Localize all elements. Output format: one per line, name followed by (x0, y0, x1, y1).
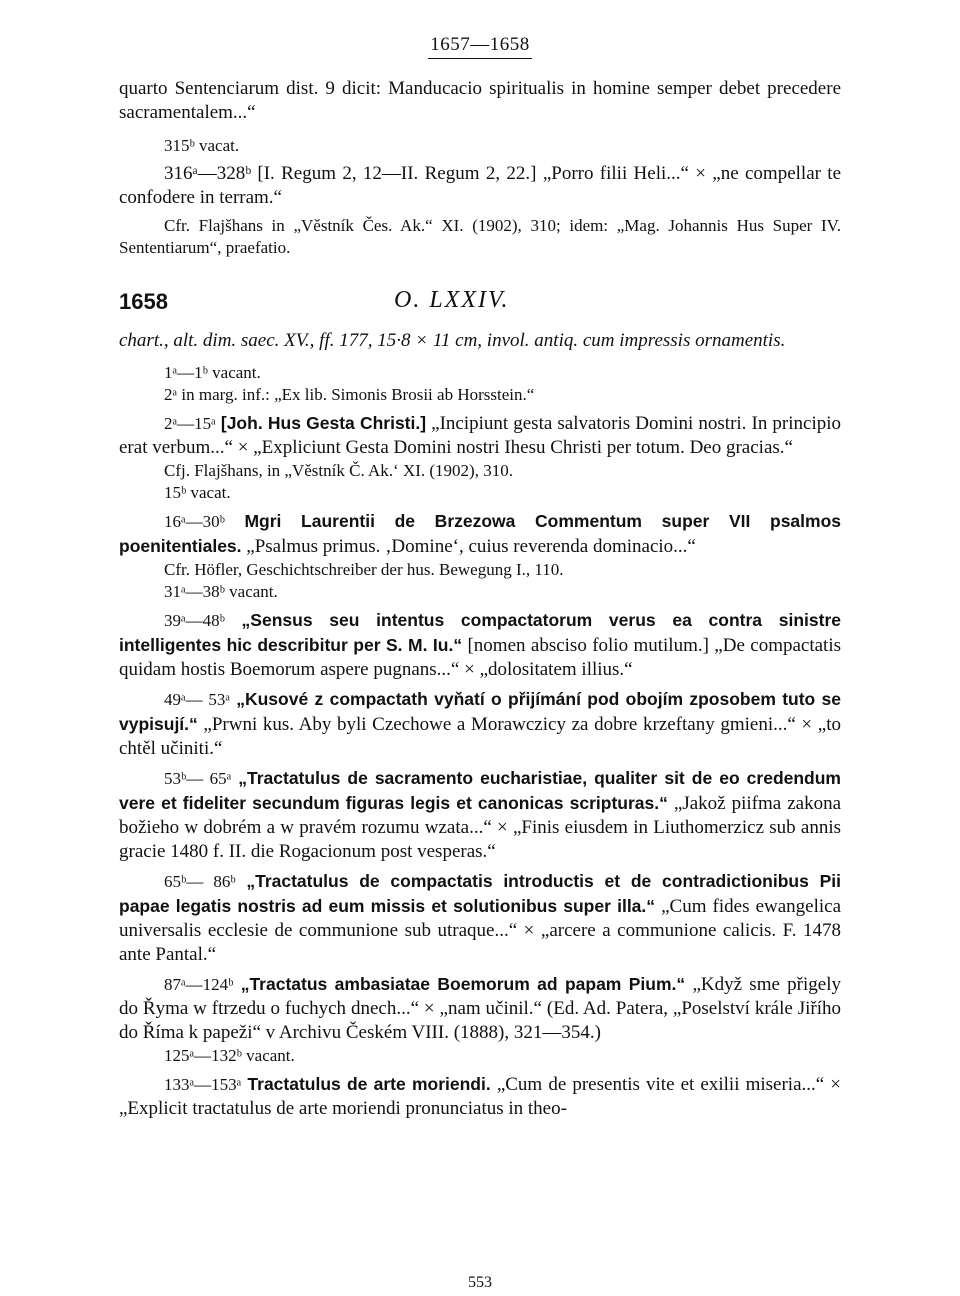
entry-commentum (119, 509, 841, 559)
work-title: „Tractatulus de sacramento eucharistiae, qualiter sit de eo credendum vere et fideliter secundum figuras legis et canonicas scripturas.“ (119, 768, 841, 813)
folio-range: 49ᵃ— 53ᵃ (164, 690, 231, 709)
folio-range: 2ᵃ—15ᵃ (164, 414, 216, 433)
entry-ars-moriendi (119, 1072, 841, 1121)
running-header (119, 34, 841, 59)
folio-range: 65ᵇ— 86ᵇ (164, 872, 236, 891)
work-text: „Incipiunt gesta salvatoris Domini nostri. In principio erat verbum...“ × „Expliciunt Gesta Domini nostri Ihesu Christi per totum. Deo gracias.“ (119, 413, 841, 458)
folio-range: 39ᵃ—48ᵇ (164, 611, 225, 630)
work-title: Tractatulus de arte moriendi. (247, 1074, 491, 1094)
work-title: „Tractatulus de compactatis introductis et de contradictionibus Pii papae legatis nostris ad eum missis et solutionibus super illa.“ (119, 871, 842, 916)
work-text: „Když sme přigely do Řyma w ftrzedu o fuchych dnech...“ × „nam učinil.“ (Ed. Ad. Patera, „Poselství krále Jiřího do Říma k papeži“ v Archivu Českém VIII. (1888), 321—354.) (119, 974, 842, 1043)
folio-range: 16ᵃ—30ᵇ (164, 512, 225, 531)
work-text: [nomen absciso folio mutilum.] „De compactatis quidam hostis Boemorum aspere pugnans...“ × „dolositatem illius.“ (119, 635, 841, 680)
prev-vacat: 315ᵇ vacat. (164, 136, 240, 155)
folio-range: 133ᵃ—153ᵃ (164, 1075, 242, 1094)
entry-compactata (119, 869, 841, 967)
work-title: „Kusové z compactath vyňatí o přijímání pod obojím zposobem tuto se vypisují.“ (119, 689, 842, 734)
entry-kusove (119, 687, 841, 761)
page-number: 553 (468, 1274, 492, 1291)
folio-range: 87ᵃ—124ᵇ (164, 975, 234, 994)
vacant-1: 1ᵃ—1ᵇ vacant. (164, 363, 261, 382)
work-title: [Joh. Hus Gesta Christi.] (220, 413, 427, 433)
entry-sensus (119, 608, 841, 682)
entry-eucharistia (119, 766, 841, 864)
margin-note: 2ᵃ in marg. inf.: „Ex lib. Simonis Brosii ab Horsstein.“ (164, 385, 535, 404)
prev-cfr: Cfr. Flajšhans in „Věstník Čes. Ak.“ XI. (1902), 310; idem: „Mag. Johannis Hus Super IV. Sententiarum“, praefatio. (119, 216, 841, 257)
page (119, 34, 842, 1291)
manuscript-description: chart., alt. dim. saec. XV., ff. 177, 15·8 × 11 cm, invol. antiq. cum impressis ornamentis. (119, 330, 786, 351)
vacant-31: 31ᵃ—38ᵇ vacant. (164, 582, 278, 601)
prev-entry-text: quarto Sentenciarum dist. 9 dicit: Manducacio spiritualis in homine semper debet precedere sacramentalem...“ (119, 78, 841, 123)
entry-heading (119, 285, 841, 319)
prev-entry-316: 316ᵃ—328ᵇ [I. Regum 2, 12—II. Regum 2, 22.] „Porro filii Heli...“ × „ne compellar te confodere in terram.“ (119, 163, 841, 208)
entry-gesta (119, 411, 841, 460)
work-text: „Cum fides ewangelica universalis ecclesie de communione sub utraque...“ × „arcere a communione calicis. F. 1478 ante Pantal.“ (119, 896, 842, 965)
work-text: „Jakož piifma zakona božieho w dobrém a w pravém rozumu wzata...“ × „Finis eiusdem in Liuthomerzicz sub annis gracie 1480 f. II. die Rogacionum post vesperas.“ (119, 793, 841, 862)
work-text: „Cum de presentis vite et exilii miseria...“ × „Explicit tractatulus de arte moriendi pronunciatus in theo- (119, 1074, 842, 1119)
vacant-125: 125ᵃ—132ᵇ vacant. (164, 1046, 295, 1065)
vacat-15: 15ᵇ vacat. (164, 483, 231, 502)
entry-ambasiata (119, 972, 841, 1045)
work-text: „Prwni kus. Aby byli Czechowe a Morawczicy za dobre krzeftany gmieni...“ × „to chtěl učiniti.“ (119, 714, 841, 759)
work-title: „Sensus seu intentus compactatorum verus ea contra sinistre intelligentes hic describitur per S. M. Iu.“ (119, 610, 842, 655)
header-range: 1657—1658 (428, 34, 532, 59)
work-title: Mgri Laurentii de Brzezowa Commentum super VII psalmos poenitentiales. (119, 511, 841, 556)
work-title: „Tractatus ambasiatae Boemorum ad papam Pium.“ (240, 974, 686, 994)
entry-number: 1658 (119, 289, 168, 314)
cfj-note: Cfj. Flajšhans, in „Věstník Č. Ak.‘ XI. (1902), 310. (164, 461, 513, 480)
entry-shelfmark: O. LXXIV. (394, 287, 510, 313)
cfr-hofler: Cfr. Höfler, Geschichtschreiber der hus. Bewegung I., 110. (164, 560, 564, 579)
work-text: „Psalmus primus. ‚Domine‘, cuius reverenda dominacio...“ (246, 536, 696, 557)
folio-range: 53ᵇ— 65ᵃ (164, 769, 232, 788)
